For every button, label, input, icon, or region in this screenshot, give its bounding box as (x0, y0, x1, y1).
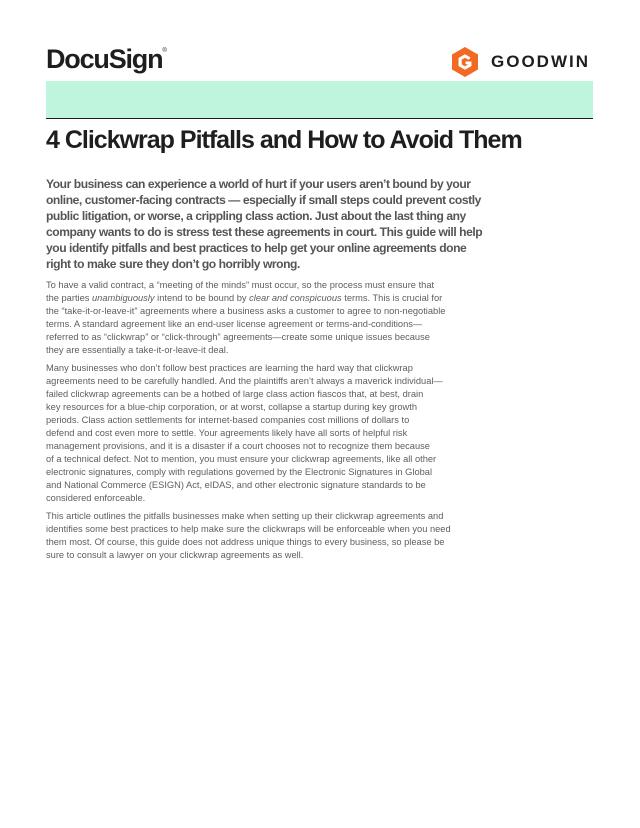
text-line: This article outlines the pitfalls businesses make when setting up their clickwrap agreements and (46, 511, 444, 522)
text-line: sure to consult a lawyer on your clickwrap agreements as well. (46, 550, 304, 561)
intro-line: right to make sure they don’t go horribly wrong. (46, 257, 300, 271)
paragraph-article-outline (46, 510, 478, 562)
page-title: 4 Clickwrap Pitfalls and How to Avoid Them (46, 126, 522, 154)
text-line: and National Commerce (ESIGN) Act, eIDAS, and other electronic signature standards to be (46, 479, 426, 490)
text-line: them most. Of course, this guide does not address unique things to every business, so please be (46, 537, 445, 548)
paragraph-best-practices (46, 362, 478, 504)
text-line: identifies some best practices to help make sure the clickwraps will be enforceable when you need (46, 524, 451, 535)
emphasis-unambiguously: unambiguously (92, 292, 155, 303)
registered-mark: ® (162, 48, 167, 54)
intro-summary (46, 176, 486, 272)
text-line: management provisions, and it is a disaster if a court chooses not to recognize them because (46, 440, 430, 451)
text-line: the “take-it-or-leave-it” agreements where a business asks a customer to agree to non-negotiable (46, 305, 446, 316)
text-line (46, 292, 478, 305)
docusign-logo (46, 44, 167, 75)
emphasis-clear-conspicuous: clear and conspicuous (249, 292, 342, 303)
text-line: agreements need to be carefully handled. And the plaintiffs aren’t always a maverick individual— (46, 376, 443, 387)
text-line: failed clickwrap agreements can be a hotbed of large class action fiascos that, at best, drain (46, 389, 424, 400)
text-line: considered enforceable. (46, 492, 146, 503)
body-text (46, 279, 478, 568)
text-line: To have a valid contract, a “meeting of the minds” must occur, so the process must ensure that (46, 280, 435, 290)
text-line: defend and cost even more to settle. Your agreements likely have all sorts of helpful risk (46, 427, 408, 438)
intro-line: you identify pitfalls and best practices to help get your online agreements done (46, 241, 467, 255)
text-run: intend to be bound by (154, 292, 250, 303)
intro-line: Your business can experience a world of hurt if your users aren’t bound by your (46, 177, 471, 191)
text-run: the parties (46, 292, 92, 303)
text-line: key resources for a blue-chip corporation, or at worst, collapse a startup during key growth (46, 402, 418, 413)
intro-line: online, customer-facing contracts — especially if small steps could prevent costly (46, 193, 481, 207)
paragraph-meeting-of-minds (46, 279, 478, 356)
intro-line: company wants to do is stress test these agreements in court. This guide will help (46, 225, 483, 239)
header-divider (46, 118, 593, 119)
text-line: referred to as “clickwrap” or “click-through” agreements—create some unique issues because (46, 331, 430, 342)
text-line: terms. A standard agreement like an end-user license agreement or terms-and-conditions— (46, 318, 423, 329)
goodwin-logo (451, 47, 590, 77)
intro-line: public litigation, or worse, a crippling class action. Just about the last thing any (46, 209, 466, 223)
header-color-band (46, 81, 593, 118)
text-line: Many businesses who don’t follow best practices are learning the hard way that clickwrap (46, 363, 413, 374)
text-line: periods. Class action settlements for internet-based companies cost millions of dollars to (46, 415, 410, 426)
text-line: they are essentially a take-it-or-leave-it deal. (46, 344, 229, 355)
text-run: terms. This is crucial for (341, 292, 443, 303)
text-line: of a technical defect. Not to mention, you must ensure your clickwrap agreements, like all other (46, 453, 437, 464)
goodwin-logo-text: GOODWIN (491, 52, 590, 71)
goodwin-mark-icon (451, 47, 479, 77)
docusign-logo-text: DocuSign (46, 44, 163, 74)
text-line: electronic signatures, comply with regulations governed by the Electronic Signatures in Global (46, 466, 433, 477)
